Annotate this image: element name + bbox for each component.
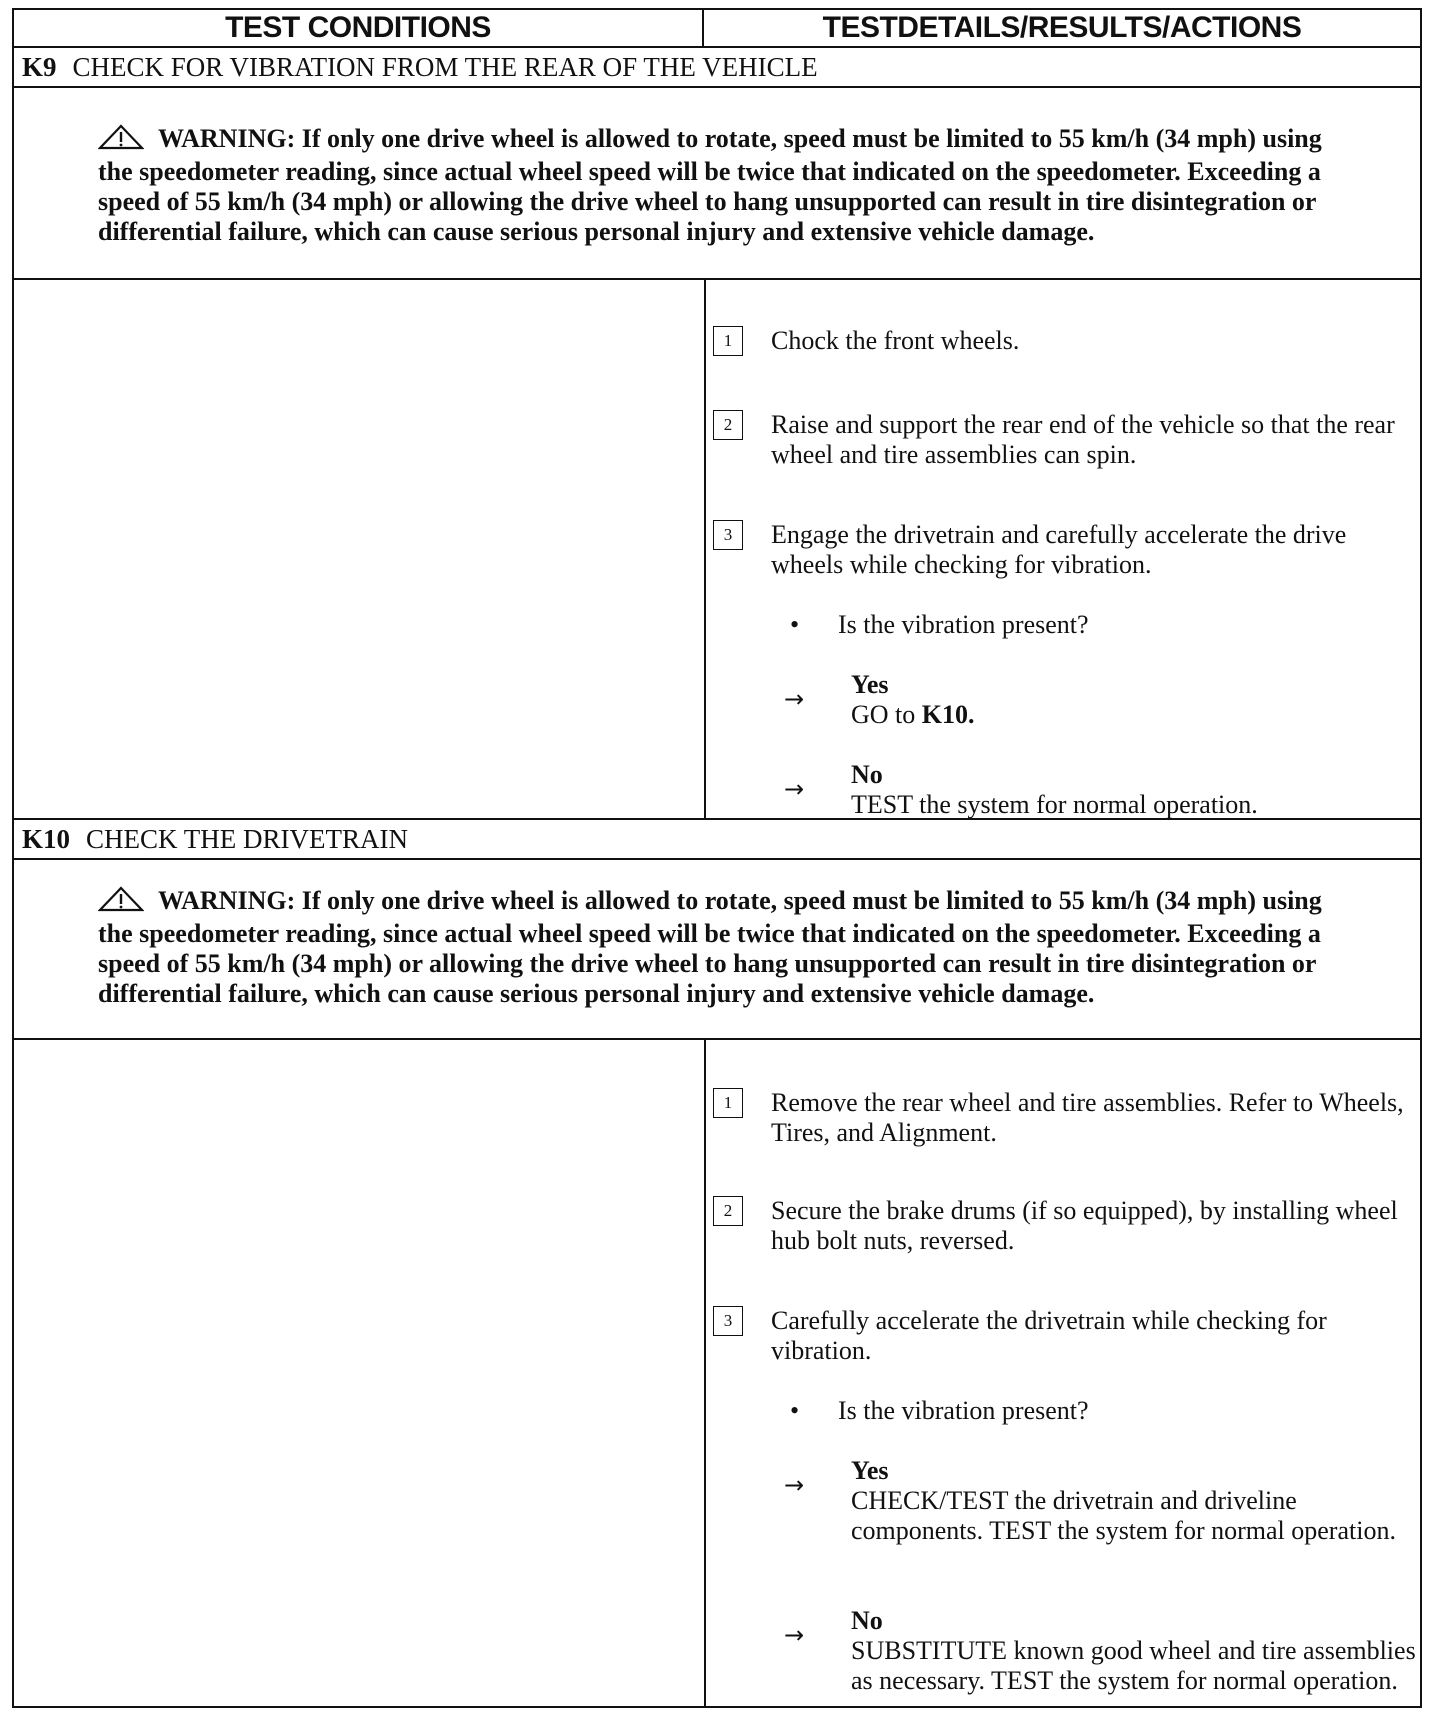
question-text: Is the vibration present? xyxy=(838,1396,1089,1425)
arrow-right-icon: → xyxy=(784,775,805,803)
step-text: Raise and support the rear end of the vehicle so that the rear wheel and tire assemblies can spin. xyxy=(771,410,1395,469)
header-test-conditions: TEST CONDITIONS xyxy=(14,10,704,46)
arrow-right-icon: → xyxy=(784,1621,805,1649)
warning-triangle-icon xyxy=(98,886,144,919)
column-divider xyxy=(704,1040,706,1708)
section-k9-body xyxy=(14,280,1420,820)
step-number-box: 2 xyxy=(713,410,743,440)
answer-text: SUBSTITUTE known good wheel and tire assemblies as necessary. TEST the system for normal operation. xyxy=(851,1636,1416,1695)
bullet-icon: • xyxy=(790,610,800,639)
question xyxy=(790,610,1089,640)
step-text: Remove the rear wheel and tire assemblies. Refer to Wheels, Tires, and Alignment. xyxy=(771,1088,1404,1147)
section-k10-body xyxy=(14,1040,1420,1708)
section-k10-warning xyxy=(14,860,1420,1040)
goto-link[interactable]: K10. xyxy=(921,700,975,729)
answer-label: Yes xyxy=(851,1456,889,1485)
warning-triangle-icon xyxy=(98,124,144,157)
warning-text: WARNING: If only one drive wheel is allowed to rotate, speed must be limited to 55 km/h (34 mph) using the speedometer reading, since actual wheel speed will be twice that indicated on the speedometer. Exceeding a speed of 55 km/h (34 mph) or allowing the drive wheel to hang unsupported can result in tire disintegration or differential failure, which can cause serious personal injury and extensive vehicle damage. xyxy=(98,124,1322,246)
step-text: Secure the brake drums (if so equipped), by installing wheel hub bolt nuts, reversed. xyxy=(771,1196,1398,1255)
step-number-box: 2 xyxy=(713,1196,743,1226)
answer-text: TEST the system for normal operation. xyxy=(851,790,1258,819)
step-text: Carefully accelerate the drivetrain while checking for vibration. xyxy=(771,1306,1327,1365)
section-k10-title-row xyxy=(14,820,1420,860)
answer-yes xyxy=(784,1456,1424,1576)
answer-text: CHECK/TEST the drivetrain and driveline components. TEST the system for normal operation. xyxy=(851,1486,1396,1545)
answer-label: No xyxy=(851,760,883,789)
step-text: Chock the front wheels. xyxy=(771,326,1020,355)
section-id: K10 xyxy=(22,824,71,854)
arrow-right-icon: → xyxy=(784,685,805,713)
section-k9-title-row xyxy=(14,48,1420,88)
diagnostic-table xyxy=(12,8,1422,1708)
bullet-icon: • xyxy=(790,1396,800,1425)
question xyxy=(790,1396,1089,1426)
answer-label: Yes xyxy=(851,670,889,699)
header-test-details: TESTDETAILS/RESULTS/ACTIONS xyxy=(822,11,1302,44)
column-divider xyxy=(704,280,706,818)
answer-yes xyxy=(784,670,1424,730)
section-k9-warning xyxy=(14,88,1420,280)
answer-no xyxy=(784,760,1424,820)
step-text: Engage the drivetrain and carefully accelerate the drive wheels while checking for vibration. xyxy=(771,520,1347,579)
section-id: K9 xyxy=(22,52,57,82)
section-title: CHECK THE DRIVETRAIN xyxy=(86,824,408,854)
arrow-right-icon: → xyxy=(784,1471,805,1499)
table-header xyxy=(14,10,1420,48)
step-number-box: 3 xyxy=(713,1306,743,1336)
section-title: CHECK FOR VIBRATION FROM THE REAR OF THE VEHICLE xyxy=(72,52,818,82)
answer-label: No xyxy=(851,1606,883,1635)
question-text: Is the vibration present? xyxy=(838,610,1089,639)
answer-no xyxy=(784,1606,1424,1706)
warning-text: WARNING: If only one drive wheel is allowed to rotate, speed must be limited to 55 km/h (34 mph) using the speedometer reading, since actual wheel speed will be twice that indicated on the speedometer. Exceeding a speed of 55 km/h (34 mph) or allowing the drive wheel to hang unsupported can result in tire disintegration or differential failure, which can cause serious personal injury and extensive vehicle damage. xyxy=(98,886,1322,1008)
answer-text: GO to K10. xyxy=(851,700,975,729)
step-number-box: 1 xyxy=(713,326,743,356)
step-number-box: 1 xyxy=(713,1088,743,1118)
step-number-box: 3 xyxy=(713,520,743,550)
